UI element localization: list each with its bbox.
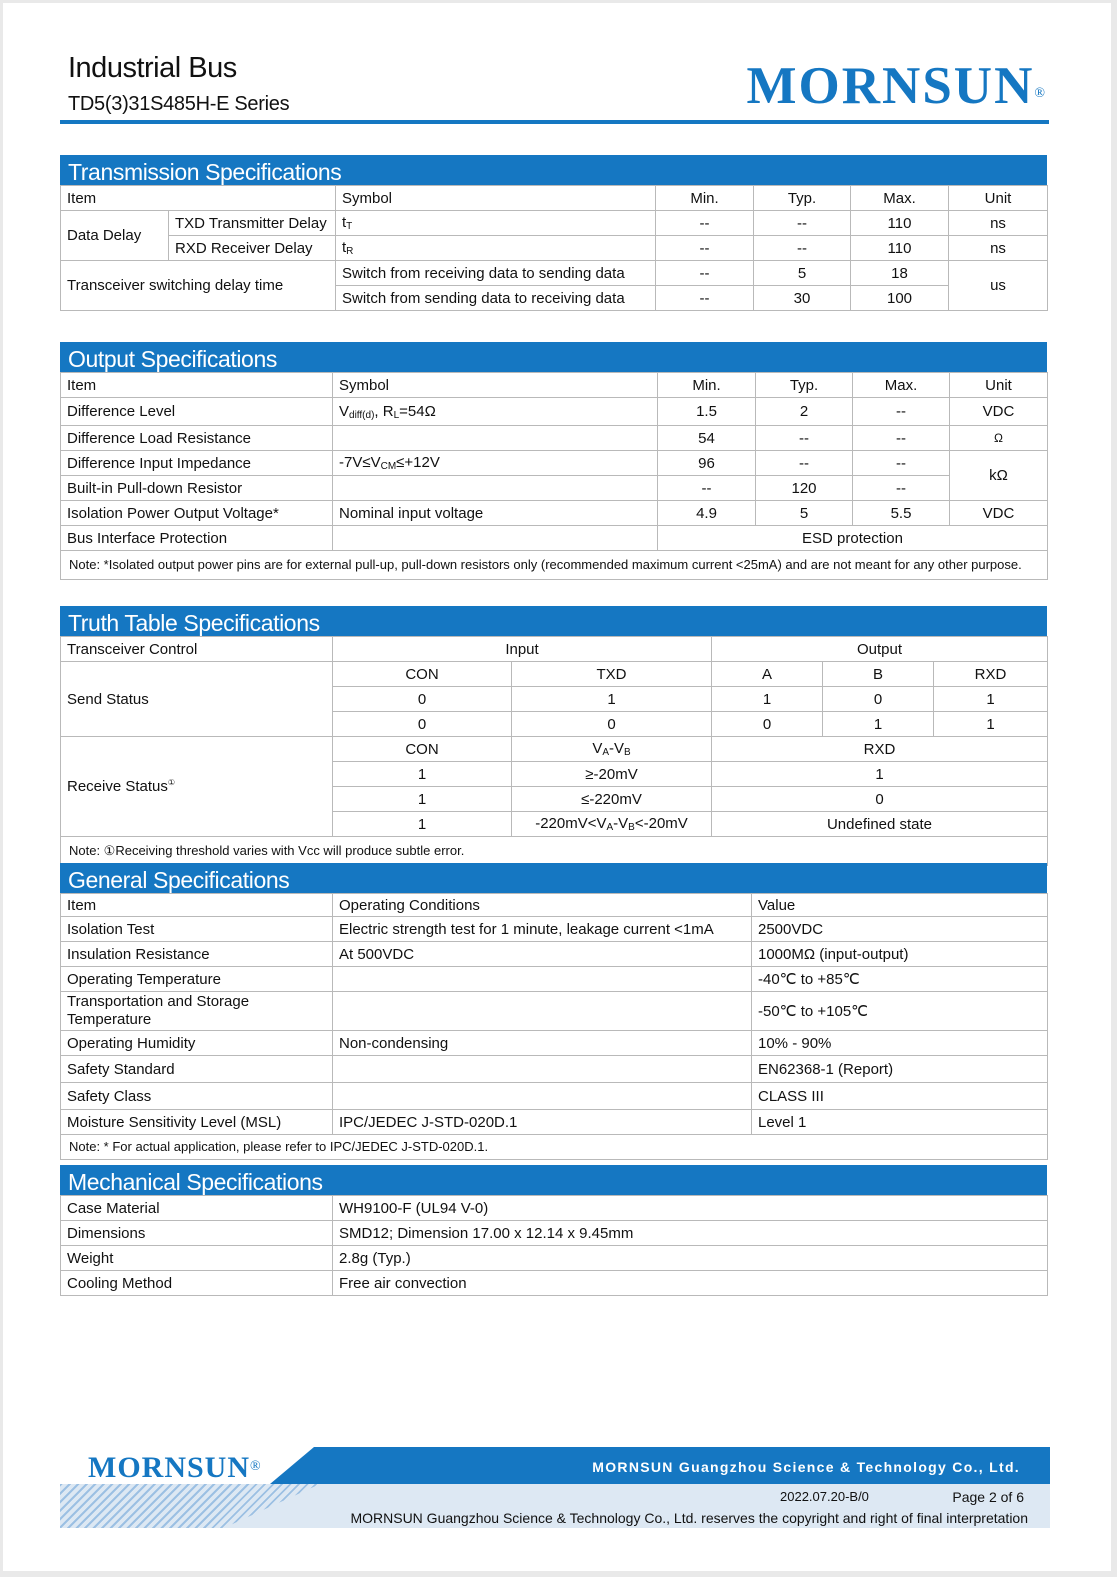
- table-row: Cooling Method Free air convection: [61, 1271, 1048, 1296]
- footer-copyright: MORNSUN Guangzhou Science & Technology Co., Ltd. reserves the copyright and right of final interpretation: [350, 1510, 1028, 1526]
- section-title: General Specifications: [60, 863, 1047, 893]
- section-title: Truth Table Specifications: [60, 606, 1047, 636]
- table-row: Transportation and Storage Temperature -50℃ to +105℃: [61, 992, 1048, 1031]
- table-note-row: [61, 1135, 1048, 1160]
- table-header-row: Item Symbol Min. Typ. Max. Unit: [61, 186, 1048, 211]
- table-row: Dimensions SMD12; Dimension 17.00 x 12.14 x 9.45mm: [61, 1221, 1048, 1246]
- table-row: Insulation Resistance At 500VDC 1000MΩ (input-output): [61, 942, 1048, 967]
- mechanical-section: [60, 1165, 1047, 1296]
- table-row: Bus Interface Protection ESD protection: [61, 526, 1048, 551]
- mornsun-logo: MORNSUN®: [746, 57, 1047, 115]
- footer-date: 2022.07.20-B/0: [780, 1489, 869, 1504]
- output-section: [60, 342, 1047, 580]
- table-row: 1 $-220mV<V_A-V_B<-20mV$ Undefined state: [61, 812, 1048, 837]
- table-row: 1 ≥-20mV 1: [61, 762, 1048, 787]
- truth-table: [60, 636, 1048, 866]
- table-header-row: Item Symbol Min. Typ. Max. Unit: [61, 373, 1048, 398]
- doc-title: Industrial Bus: [68, 52, 237, 84]
- header-rule: [60, 120, 1049, 124]
- table-row: Safety Standard EN62368-1 (Report): [61, 1056, 1048, 1083]
- table-row: Weight 2.8g (Typ.): [61, 1246, 1048, 1271]
- page-number: Page 2 of 6: [952, 1489, 1024, 1505]
- table-row: Difference Input Impedance $-7V\le V_{CM}\le+12V$ 96 -- -- kΩ: [61, 451, 1048, 476]
- section-title: Transmission Specifications: [60, 155, 1047, 185]
- table-row: Isolation Power Output Voltage* Nominal input voltage 4.9 5 5.5 VDC: [61, 501, 1048, 526]
- table-row: 0 1 1 0 1: [61, 687, 1048, 712]
- table-row: Switch from sending data to receiving data -- 30 100: [61, 286, 1048, 311]
- footer-company: MORNSUN Guangzhou Science & Technology Co., Ltd.: [592, 1459, 1020, 1475]
- note-text: Note: *Isolated output power pins are for external pull-up, pull-down resistors only (recommended maximum current <25mA) and are not meant for any other purpose.: [61, 551, 1048, 580]
- table-row: Case Material WH9100-F (UL94 V-0): [61, 1196, 1048, 1221]
- table-note-row: [61, 837, 1048, 866]
- table-note-row: [61, 551, 1048, 580]
- table-header-row: Item Operating Conditions Value: [61, 894, 1048, 917]
- truth-table-section: [60, 606, 1047, 866]
- table-row: Operating Temperature -40℃ to +85℃: [61, 967, 1048, 992]
- page-footer: [60, 1445, 1050, 1528]
- note-text: Note: ①Receiving threshold varies with Vcc will produce subtle error.: [61, 837, 1048, 866]
- table-header-row: Transceiver Control Input Output: [61, 637, 1048, 662]
- table-row: Safety Class CLASS III: [61, 1083, 1048, 1110]
- table-row: 0 0 0 1 1: [61, 712, 1048, 737]
- transmission-section: [60, 155, 1047, 311]
- table-row: Operating Humidity Non-condensing 10% - 90%: [61, 1031, 1048, 1056]
- table-row: Difference Level $V_{diff(d)}$, $R_L=54\Omega$ 1.5 2 -- VDC: [61, 398, 1048, 426]
- footer-logo: MORNSUN®: [88, 1451, 262, 1484]
- general-table: [60, 893, 1048, 1160]
- table-row: Receive Status① CON $V_A-V_B$ RXD: [61, 737, 1048, 762]
- table-row: RXD Receiver Delay $t_R$ -- -- 110 ns: [61, 236, 1048, 261]
- general-section: [60, 863, 1047, 1160]
- table-row: Data Delay TXD Transmitter Delay $t_T$ -- -- 110 ns: [61, 211, 1048, 236]
- note-text: Note: * For actual application, please refer to IPC/JEDEC J-STD-020D.1.: [61, 1135, 1048, 1160]
- table-row: Difference Load Resistance 54 -- -- Ω: [61, 426, 1048, 451]
- doc-series: TD5(3)31S485H-E Series: [68, 93, 290, 115]
- section-title: Output Specifications: [60, 342, 1047, 372]
- table-row: Send Status CON TXD A B RXD: [61, 662, 1048, 687]
- table-row: Isolation Test Electric strength test for 1 minute, leakage current <1mA 2500VDC: [61, 917, 1048, 942]
- transmission-table: [60, 185, 1048, 311]
- mechanical-table: [60, 1195, 1048, 1296]
- section-title: Mechanical Specifications: [60, 1165, 1047, 1195]
- table-row: Transceiver switching delay time Switch from receiving data to sending data -- 5 18 us: [61, 261, 1048, 286]
- table-row: Built-in Pull-down Resistor -- 120 --: [61, 476, 1048, 501]
- output-table: [60, 372, 1048, 580]
- table-row: 1 ≤-220mV 0: [61, 787, 1048, 812]
- table-row: Moisture Sensitivity Level (MSL) IPC/JEDEC J-STD-020D.1 Level 1: [61, 1110, 1048, 1135]
